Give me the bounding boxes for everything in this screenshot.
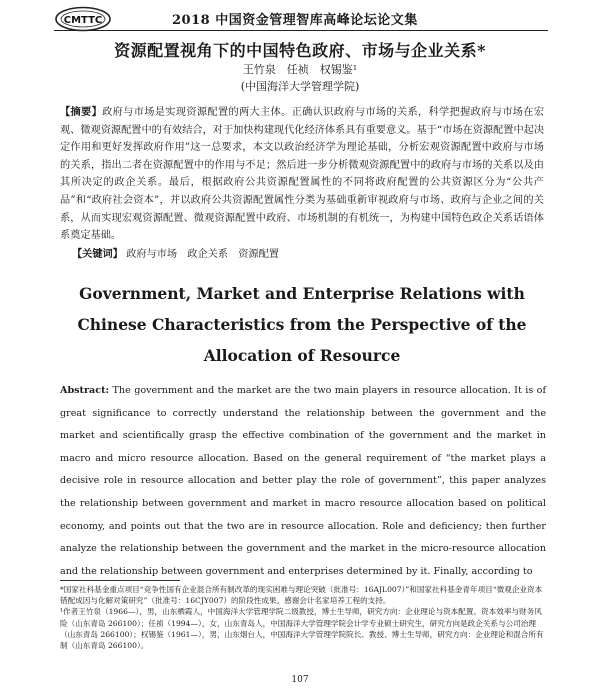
footnote-funding: *国家社科基金重点项目“竞争性国有企业混合所有制改革的现实困难与理论突破（批准号：16AJL007）”和国家社科基金青年项目“微观企业资本错配成因与化解对策研究”（批准号：16CJY007）的阶段性成果。感谢会计名家培养工程的支持。 (60, 585, 543, 606)
chinese-abstract-text: 政府与市场是实现资源配置的两大主体。正确认识政府与市场的关系，科学把握政府与市场在宏观、微观资源配置中的有效结合，对于加快构建现代化经济体系具有重要意义。基于“市场在资源配置中起决定作用和更好发挥政府作用”这一总要求，本文以政治经济学为理论基础，分析宏观资源配置中政府与市场的关系，指出二者在资源配置中的作用与不足；然后进一步分析微观资源配置中的政府与市场的关系以及由其所决定的政企关系。最后，根据政府公共资源配置属性的不同将政府配置的公共资源区分为“公共产品”和“政府社会资本”，并以政府公共资源配置属性分类为基础重新审视政府与市场、政府与企业之间的关系，从而实现宏观资源配置、微观资源配置中政府、市场机制的有机统一，为构建中国特色政企关系话语体系奠定基础。 (60, 107, 545, 242)
logo-text: CMTTC (63, 15, 103, 26)
page-number: 107 (291, 675, 309, 685)
chinese-title: 资源配置视角下的中国特色政府、市场与企业关系* (114, 41, 486, 60)
english-abstract-text: The government and the market are the two main players in resource allocation. It is of great significance to correctly understand the relationship between the government and the market and scientifically grasp the effective combination of the government and the market in macro and micro resource allocation. Based on the general requirement of “the market plays a decisive role in resource allocation and better play the role of government”, this paper analyzes the relationship between government and market in macro resource allocation based on political economy, and points out that the two are in resource allocation. Role and deficiency; then further analyze the relationship between the government and the market in the micro-resource allocation and the relationship between government and enterprises determined by it. Finally, according to (60, 385, 546, 577)
chinese-abstract (60, 104, 544, 245)
english-abstract-label: Abstract: (60, 385, 110, 396)
cmttc-logo (54, 6, 112, 32)
english-title: Government, Market and Enterprise Relations with Chinese Characteristics from the Perspective of the Allocation of Resource (77, 284, 527, 365)
footnote-rule (60, 580, 180, 581)
footnote-authors: ¹作者王竹泉（1966—），男，山东栖霞人，中国海洋大学管理学院二级教授，博士生导师，研究方向：企业理论与资本配置、资本效率与财务风险（山东青岛 266100）；任祯（1994—），女，山东青岛人，中国海洋大学管理学院会计学专业硕士研究生，研究方向是政企关系与公司治理（山东青岛 266100）；权锡鉴（1961—），男，山东烟台人，中国海洋大学管理学院院长、教授、博士生导师，研究方向：企业理论和混合所有制（山东青岛 266100）。 (60, 607, 544, 651)
english-abstract (60, 380, 546, 583)
chinese-keywords-label: 【关键词】 (72, 248, 123, 260)
chinese-keywords (72, 245, 279, 260)
chinese-authors: 王竹泉 任祯 权锡鉴¹ (242, 63, 358, 76)
header-rule (54, 30, 548, 31)
footnotes (60, 584, 546, 651)
proceedings-title: 2018 中国资金管理智库高峰论坛论文集 (172, 13, 418, 28)
chinese-abstract-label: 【摘要】 (60, 106, 103, 118)
chinese-keywords-text: 政府与市场 政企关系 资源配置 (126, 249, 279, 260)
chinese-affiliation: (中国海洋大学管理学院) (240, 80, 360, 93)
